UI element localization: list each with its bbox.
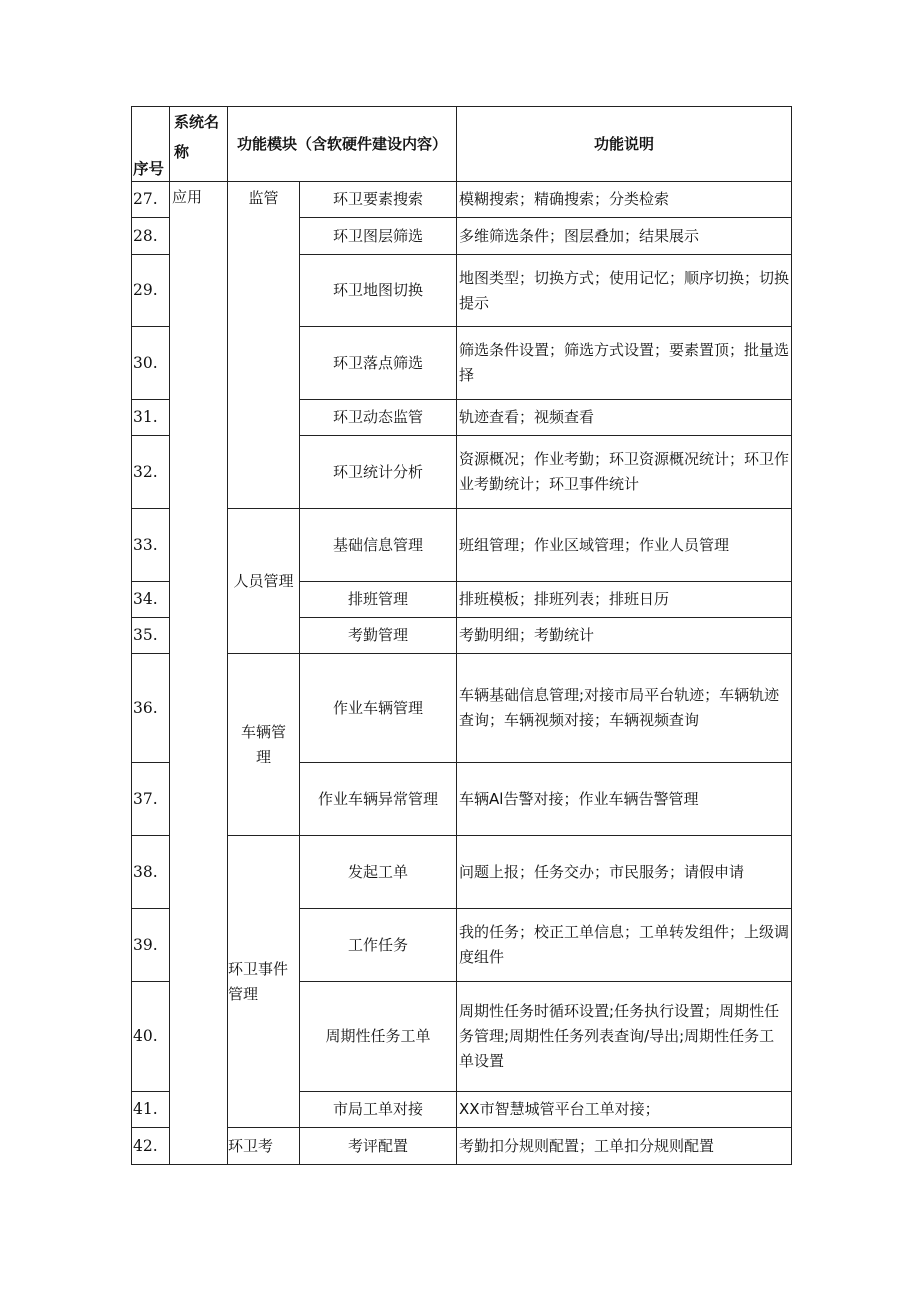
table-row xyxy=(132,1128,792,1165)
row-no: 30. xyxy=(132,327,170,400)
header-system: 系统名称 xyxy=(170,107,228,182)
module-desc: 模糊搜索；精确搜索；分类检索 xyxy=(457,182,792,218)
module-desc: 资源概况；作业考勤；环卫资源概况统计；环卫作业考勤统计；环卫事件统计 xyxy=(457,436,792,509)
function-spec-table xyxy=(131,106,792,1165)
group-assessment: 环卫考 xyxy=(228,1128,300,1165)
row-no: 34. xyxy=(132,582,170,618)
module-desc: 我的任务；校正工单信息；工单转发组件；上级调度组件 xyxy=(457,909,792,982)
group-supervision: 监管 xyxy=(228,182,300,509)
module-desc: 问题上报；任务交办；市民服务；请假申请 xyxy=(457,836,792,909)
module-name: 考勤管理 xyxy=(300,618,457,654)
module-name: 工作任务 xyxy=(300,909,457,982)
row-no: 27. xyxy=(132,182,170,218)
row-no: 41. xyxy=(132,1092,170,1128)
module-desc: 车辆Al告警对接；作业车辆告警管理 xyxy=(457,763,792,836)
module-name: 环卫动态监管 xyxy=(300,400,457,436)
row-no: 38. xyxy=(132,836,170,909)
row-no: 32. xyxy=(132,436,170,509)
module-name: 发起工单 xyxy=(300,836,457,909)
row-no: 31. xyxy=(132,400,170,436)
module-name: 排班管理 xyxy=(300,582,457,618)
row-no: 39. xyxy=(132,909,170,982)
module-desc: 考勤明细；考勤统计 xyxy=(457,618,792,654)
module-desc: 排班模板；排班列表；排班日历 xyxy=(457,582,792,618)
system-name-cell: 应用 xyxy=(170,182,228,1165)
table-row xyxy=(132,836,792,909)
table-header-row xyxy=(132,107,792,182)
module-name: 作业车辆管理 xyxy=(300,654,457,763)
header-desc: 功能说明 xyxy=(457,107,792,182)
module-name: 考评配置 xyxy=(300,1128,457,1165)
row-no: 37. xyxy=(132,763,170,836)
row-no: 33. xyxy=(132,509,170,582)
module-desc: 多维筛选条件；图层叠加；结果展示 xyxy=(457,218,792,255)
module-desc: 轨迹查看；视频查看 xyxy=(457,400,792,436)
header-module: 功能模块（含软硬件建设内容） xyxy=(228,107,457,182)
table-row xyxy=(132,182,792,218)
row-no: 42. xyxy=(132,1128,170,1165)
group-personnel: 人员管理 xyxy=(228,509,300,654)
table-row xyxy=(132,509,792,582)
module-name: 环卫图层筛选 xyxy=(300,218,457,255)
row-no: 35. xyxy=(132,618,170,654)
module-desc: 考勤扣分规则配置；工单扣分规则配置 xyxy=(457,1128,792,1165)
module-desc: 地图类型；切换方式；使用记忆；顺序切换；切换提示 xyxy=(457,255,792,327)
module-name: 环卫落点筛选 xyxy=(300,327,457,400)
module-desc: XX市智慧城管平台工单对接； xyxy=(457,1092,792,1128)
header-no: 序号 xyxy=(132,107,170,182)
module-name: 基础信息管理 xyxy=(300,509,457,582)
row-no: 29. xyxy=(132,255,170,327)
module-name: 环卫地图切换 xyxy=(300,255,457,327)
group-vehicle: 车辆管理 xyxy=(228,654,300,836)
module-name: 市局工单对接 xyxy=(300,1092,457,1128)
module-desc: 车辆基础信息管理;对接市局平台轨迹；车辆轨迹查询；车辆视频对接；车辆视频查询 xyxy=(457,654,792,763)
row-no: 28. xyxy=(132,218,170,255)
module-name: 周期性任务工单 xyxy=(300,982,457,1092)
module-desc: 筛选条件设置；筛选方式设置；要素置顶；批量选择 xyxy=(457,327,792,400)
module-desc: 班组管理；作业区域管理；作业人员管理 xyxy=(457,509,792,582)
module-name: 环卫要素搜索 xyxy=(300,182,457,218)
row-no: 40. xyxy=(132,982,170,1092)
group-event: 环卫事件管理 xyxy=(228,836,300,1128)
row-no: 36. xyxy=(132,654,170,763)
table-row xyxy=(132,654,792,763)
module-name: 作业车辆异常管理 xyxy=(300,763,457,836)
module-desc: 周期性任务时循环设置;任务执行设置；周期性任务管理;周期性任务列表查询/导出;周期性任务工单设置 xyxy=(457,982,792,1092)
module-name: 环卫统计分析 xyxy=(300,436,457,509)
